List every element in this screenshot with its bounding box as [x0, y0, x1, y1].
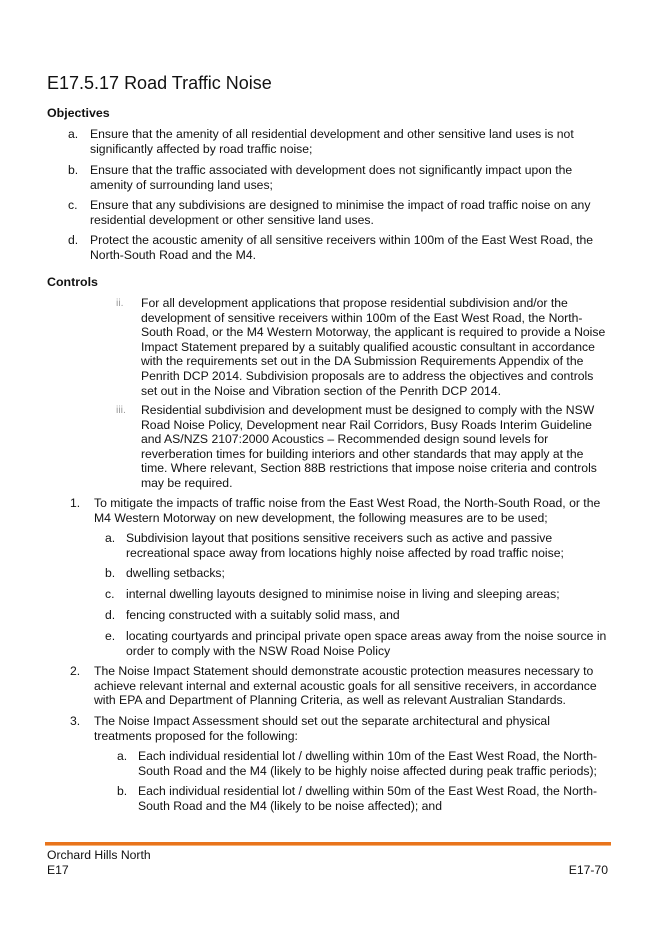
- list-marker: 2.: [70, 664, 81, 678]
- control-text: fencing constructed with a suitably solid mass, and: [126, 608, 400, 622]
- control-text: The Noise Impact Assessment should set out the separate architectural and physical treatments proposed for the following:: [94, 714, 550, 743]
- list-marker: a.: [105, 531, 116, 545]
- control-sub-item: [105, 608, 608, 623]
- control-roman-item: [116, 296, 608, 398]
- control-sub-item: [105, 531, 608, 560]
- control-numbered-item: [70, 664, 608, 708]
- control-sub-item: [105, 566, 608, 581]
- control-text: Each individual residential lot / dwelling within 10m of the East West Road, the North-South Road and the M4 (likely to be highly noise affected during peak traffic periods);: [138, 749, 598, 778]
- list-marker: iii.: [116, 404, 126, 416]
- objective-text: Ensure that the traffic associated with development does not significantly impact upon the amenity of surrounding land uses;: [90, 163, 573, 192]
- control-sub-item: [105, 629, 608, 658]
- control-roman-item: [116, 403, 608, 491]
- objective-text: Protect the acoustic amenity of all sensitive receivers within 100m of the East West Road, the North-South Road and the M4.: [90, 233, 594, 262]
- list-marker: c.: [105, 587, 115, 601]
- list-marker: c.: [68, 198, 78, 212]
- list-marker: 1.: [70, 496, 81, 510]
- control-numbered-item: [70, 496, 608, 525]
- list-marker: ii.: [116, 297, 124, 309]
- objectives-heading: Objectives: [47, 106, 110, 120]
- section-title: E17.5.17 Road Traffic Noise: [47, 73, 272, 93]
- list-marker: d.: [105, 608, 116, 622]
- list-marker: b.: [68, 163, 79, 177]
- control-text: locating courtyards and principal private open space areas away from the noise source in order to comply with the NSW Road Noise Policy: [126, 629, 607, 658]
- objective-item: [68, 233, 608, 262]
- footer-page-number: E17-70: [568, 863, 608, 877]
- controls-heading: Controls: [47, 275, 98, 289]
- control-text: Subdivision layout that positions sensitive receivers such as active and passive recreational space away from locations highly noise affected by road traffic noise;: [126, 531, 564, 560]
- objective-item: [68, 127, 608, 156]
- control-text: To mitigate the impacts of traffic noise from the East West Road, the North-South Road, or the M4 Western Motorway on new development, the following measures are to be used;: [94, 496, 601, 525]
- footer-document-name: Orchard Hills North: [47, 848, 151, 862]
- control-sub-item: [117, 749, 608, 778]
- list-marker: d.: [68, 233, 79, 247]
- list-marker: b.: [105, 566, 116, 580]
- control-text: internal dwelling layouts designed to minimise noise in living and sleeping areas;: [126, 587, 560, 601]
- list-marker: b.: [117, 784, 128, 798]
- footer-section-code: E17: [47, 863, 69, 877]
- control-text: Each individual residential lot / dwelling within 50m of the East West Road, the North-South Road and the M4 (likely to be noise affected); and: [138, 784, 598, 813]
- objective-item: [68, 198, 608, 227]
- control-text: dwelling setbacks;: [126, 566, 225, 580]
- control-sub-item: [105, 587, 608, 602]
- list-marker: e.: [105, 629, 116, 643]
- control-sub-item: [117, 784, 608, 813]
- objective-text: Ensure that the amenity of all residential development and other sensitive land uses is not significantly affected by road traffic noise;: [90, 127, 574, 156]
- list-marker: a.: [68, 127, 79, 141]
- list-marker: 3.: [70, 714, 81, 728]
- list-marker: a.: [117, 749, 128, 763]
- control-numbered-item: [70, 714, 608, 743]
- control-text: The Noise Impact Statement should demonstrate acoustic protection measures necessary to achieve relevant internal and external acoustic goals for all sensitive receivers, in accordance with EPA and Department of Planning Criteria, as well as relevant Australian Standards.: [94, 664, 597, 708]
- footer-rule-shadow: [45, 845, 611, 846]
- control-text: For all development applications that propose residential subdivision and/or the development of sensitive receivers within 100m of the East West Road, the North-South Road, or the M4 Western Motorway, the applicant is required to provide a Noise Impact Statement prepared by a suitably qualified acoustic consultant in accordance with the requirements set out in the DA Submission Requirements Appendix of the Penrith DCP 2014. Subdivision proposals are to address the objectives and controls set out in the Noise and Vibration section of the Penrith DCP 2014.: [141, 296, 606, 398]
- objective-text: Ensure that any subdivisions are designed to minimise the impact of road traffic noise on any residential development or other sensitive land uses.: [90, 198, 591, 227]
- objective-item: [68, 163, 608, 192]
- control-text: Residential subdivision and development must be designed to comply with the NSW Road Noise Policy, Development near Rail Corridors, Busy Roads Interim Guideline and AS/NZS 2107:2000 Acoustics – Recommended design sound levels for reverberation times for building interiors and other standards that may apply at the time. Where relevant, Section 88B restrictions that impose noise criteria and controls may be required.: [141, 403, 597, 490]
